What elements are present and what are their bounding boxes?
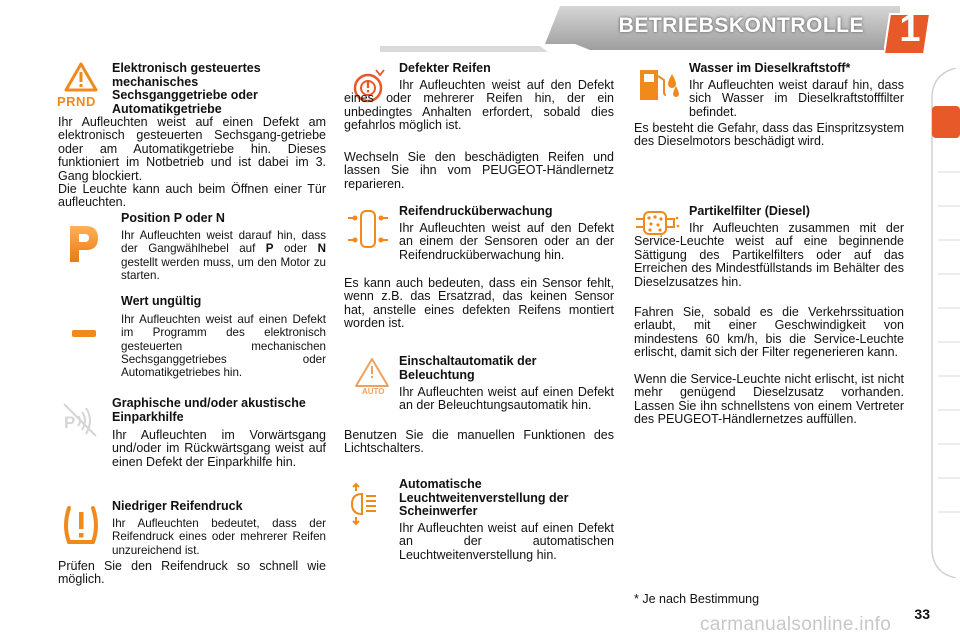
prnd-label: PRND <box>57 94 96 109</box>
svg-text:AUTO: AUTO <box>362 387 385 396</box>
footnote: * Je nach Bestimmung <box>634 592 760 606</box>
water-diesel-heading: Wasser im Dieselkraftstoff* <box>689 61 851 75</box>
tpms-note: Es kann auch bedeuten, dass ein Sensor fehlt, wenn z.B. das Ersatzrad, das keinen Sensor hat, anstelle eines defekten Reifens montiert worden ist. <box>344 276 614 331</box>
transmission-text-2: Die Leuchte kann auch beim Öffnen einer Tür aufleuchten. <box>58 182 326 210</box>
defect-tyre-text: Ihr Aufleuchten weist auf den Defekt eines oder mehrerer Reifen hin, der ein unbedingtes Anhalten erfordert, sobald dies gefahrlos möglich ist. <box>344 78 614 133</box>
headlamp-leveling-icon <box>344 482 390 526</box>
auto-lights-advice: Benutzen Sie die manuellen Funktionen des Lichtschalters. <box>344 428 614 456</box>
p-position-icon <box>62 222 104 266</box>
invalid-heading: Wert ungültig <box>121 294 202 308</box>
watermark: carmanualsonline.info <box>700 614 892 635</box>
water-in-diesel-icon <box>636 64 684 104</box>
low-tyre-heading: Niedriger Reifendruck <box>112 499 243 513</box>
invalid-text: Ihr Aufleuchten weist auf einen Defekt im Programm des elektronisch gesteuerten mechanischen Sechsganggetriebes oder Automatikgetriebes hin. <box>121 313 326 380</box>
invalid-value-icon <box>72 330 96 337</box>
svg-text:P: P <box>64 413 76 432</box>
low-tyre-advice: Prüfen Sie den Reifendruck so schnell wie möglich. <box>58 559 326 587</box>
dpf-text: Ihr Aufleuchten zusammen mit der Service-Leuchte weist auf eine beginnende Sättigung des Partikelfilters oder auf das Erreichen des Mindestfüllstands im Behälter des Dieselzusatzes hin. <box>634 221 904 289</box>
parking-text: Ihr Aufleuchten im Vorwärtsgang und/oder im Rückwärtsgang weist auf einen Defekt der Einparkhilfe hin. <box>112 428 326 469</box>
low-tyre-text: Ihr Aufleuchten bedeutet, dass der Reifendruck eines oder mehrerer Reifen unzureichend ist. <box>112 517 326 557</box>
page-number: 33 <box>914 606 930 622</box>
page-title: BETRIEBSKONTROLLE <box>618 14 864 37</box>
chapter-number: 1 <box>899 8 921 50</box>
position-p-heading: Position P oder N <box>121 211 225 225</box>
low-tyre-pressure-icon <box>60 504 102 548</box>
position-p-text: Ihr Aufleuchten weist darauf hin, dass der Gangwählhebel auf P oder N gestellt werden muss, um den Motor zu starten. <box>121 229 326 282</box>
chapter-tabs[interactable] <box>926 68 960 578</box>
tpms-heading: Reifendrucküberwachung <box>399 204 553 218</box>
parking-heading: Graphische und/oder akustische Einparkhilfe <box>112 396 306 424</box>
parking-assist-icon <box>60 400 104 440</box>
transmission-heading: Elektronisch gesteuertes mechanisches Sechsganggetriebe oder Automatikgetriebe <box>112 61 261 116</box>
transmission-text: Ihr Aufleuchten weist auf einen Defekt am elektronisch gesteuerten Sechsgang-getriebe oder am Automatikgetriebe hin. Dieses funktioniert im Notbetrieb und ist dabei im 3. Gang blockiert. <box>58 115 326 183</box>
tyre-pressure-monitoring-icon <box>344 206 392 252</box>
headlamp-heading: Automatische Leuchtweitenverstellung der Scheinwerfer <box>399 477 569 518</box>
defect-tyre-heading: Defekter Reifen <box>399 61 491 75</box>
water-diesel-warning: Es besteht die Gefahr, dass das Einspritzsystem des Dieselmotors beschädigt wird. <box>634 121 904 149</box>
auto-lights-text: Ihr Aufleuchten weist auf einen Defekt an der Beleuchtungsautomatik hin. <box>399 385 614 413</box>
tpms-text: Ihr Aufleuchten weist auf den Defekt an einem der Sensoren oder an der Reifendrucküberwachung hin. <box>399 221 614 262</box>
dpf-heading: Partikelfilter (Diesel) <box>689 204 810 218</box>
auto-lighting-icon <box>352 356 392 396</box>
dpf-refill: Wenn die Service-Leuchte nicht erlischt, ist nicht mehr genügend Dieselzusatz vorhanden. Lassen Sie ihn schnellstens von einem Vertreter des PEUGEOT-Händlernetzes auffüllen. <box>634 372 904 427</box>
defect-tyre-advice: Wechseln Sie den beschädigten Reifen und lassen Sie ihn vom PEUGEOT-Händlernetz reparieren. <box>344 150 614 191</box>
auto-lights-heading: Einschaltautomatik der Beleuchtung <box>399 354 537 382</box>
headlamp-text: Ihr Aufleuchten weist auf einen Defekt an der automatischen Leuchtweitenverstellung hin. <box>399 521 614 562</box>
dpf-instruction: Fahren Sie, sobald es die Verkehrssituation erlaubt, mit einer Geschwindigkeit von mindestens 60 km/h, bis die Service-Leuchte erlischt, damit sich der Filter regenerieren kann. <box>634 305 904 360</box>
water-diesel-text: Ihr Aufleuchten weist darauf hin, dass sich Wasser im Dieselkraftstofffilter befindet. <box>689 78 904 119</box>
